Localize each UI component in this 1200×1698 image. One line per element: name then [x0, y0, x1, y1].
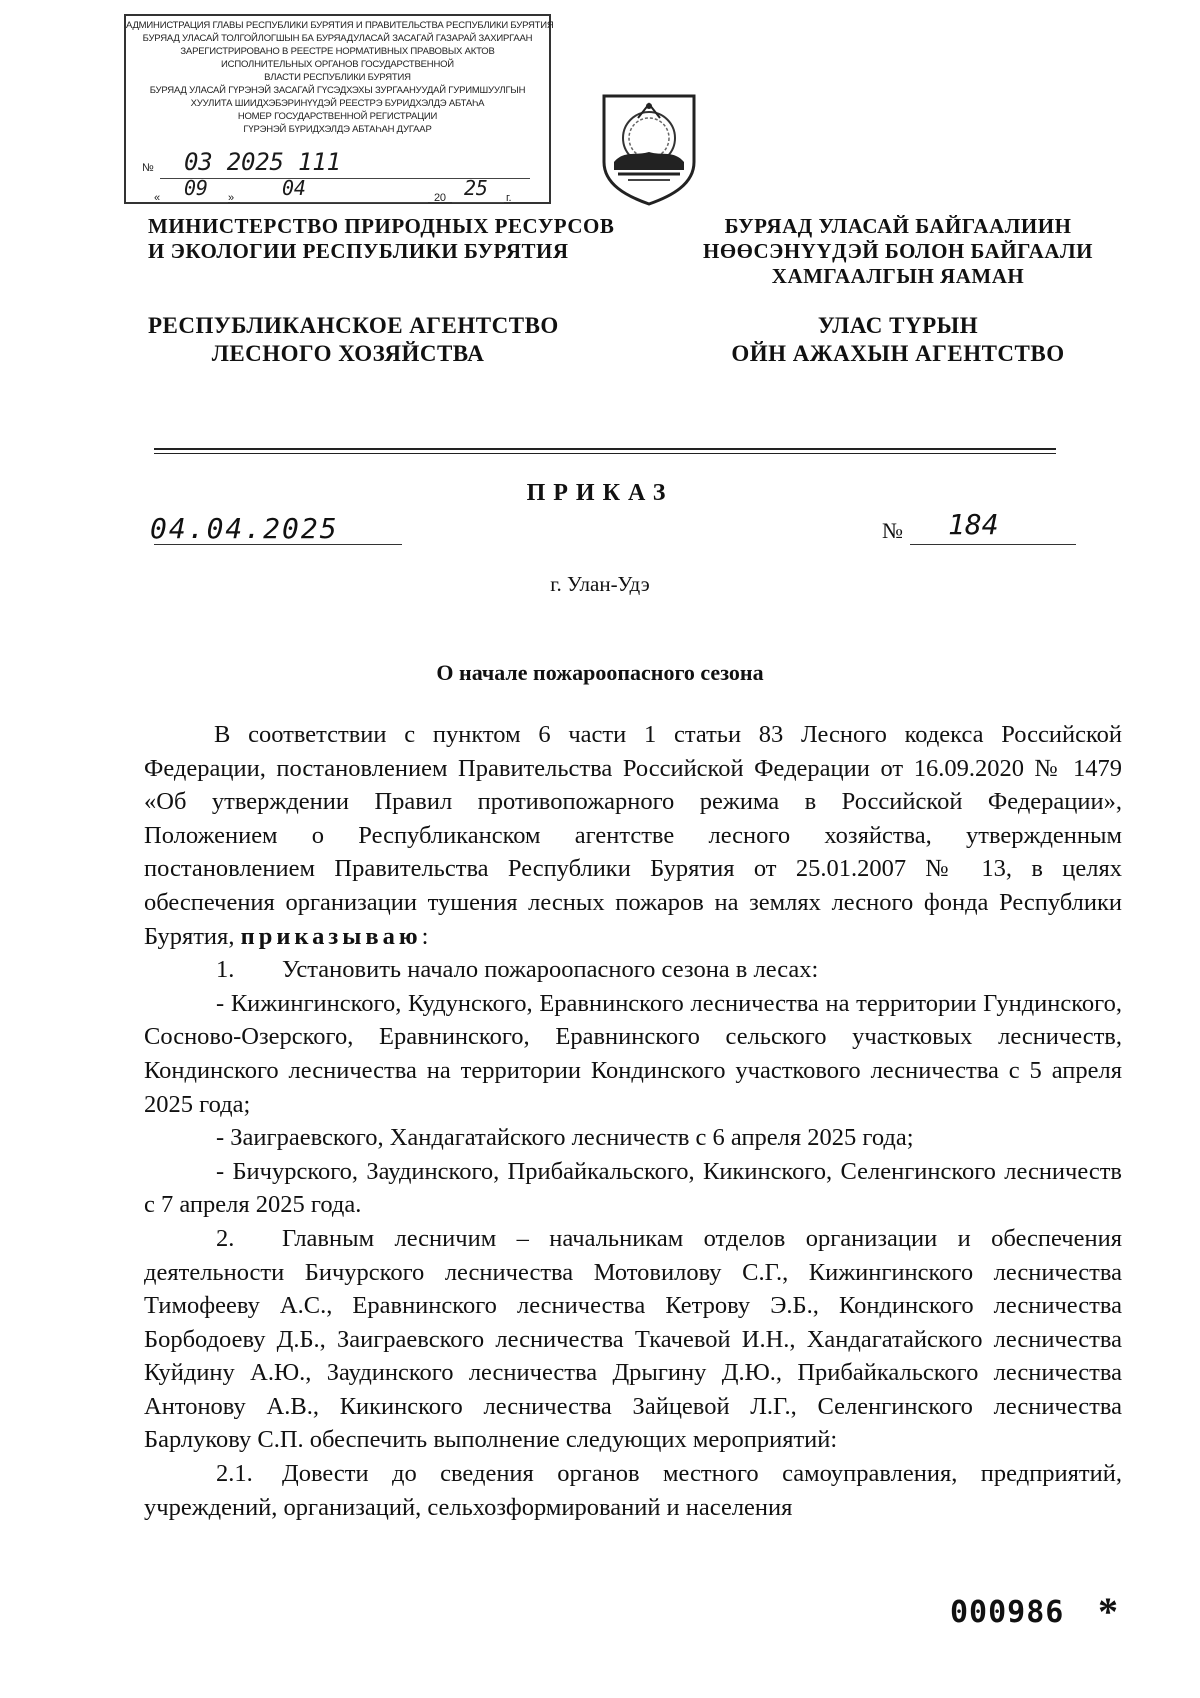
order-city: г. Улан-Удэ [550, 572, 650, 596]
stamp-line: БУРЯАД УЛАСАЙ ТОЛГОЙЛОГШЫН БА БУРЯАДУЛАСАЙ ЗАСАГАЙ ГАЗАРАЙ ЗАХИРГААН [142, 33, 533, 44]
order-title: ПРИКАЗ [526, 480, 674, 506]
stamp-divider [160, 202, 228, 203]
item-1-c: - Бичурского, Заудинского, Прибайкальского, Кикинского, Селенгинского лесничеств с 7 апреля 2025 года. [144, 1157, 1122, 1219]
stamp-line: ВЛАСТИ РЕСПУБЛИКИ БУРЯТИЯ [264, 72, 411, 83]
stamp-line: НОМЕР ГОСУДАРСТВЕННОЙ РЕГИСТРАЦИИ [237, 111, 438, 122]
header-line: НӨӨСЭНҮҮДЭЙ БОЛОН БАЙГААЛИ [703, 239, 1093, 263]
item-2-1 [144, 1457, 1122, 1524]
intro-text: В соответствии с пунктом 6 части 1 статьи 83 Лесного кодекса Российской Федерации, постановлением Правительства Российской Федерации от 16.09.2020 № 1479 «Об утверждении Правил противопожарного режима в Российской Федерации», Положением о Республиканском агентстве лесного хозяйства, утвержденным постановлением Правительства Республики Бурятия от 25.01.2007 № 13, в целях обеспечения организации тушения лесных пожаров на землях лесного фонда Республики Бурятия, [144, 721, 1122, 950]
stamp-line: ГҮРЭНЭЙ БҮРИДХЭЛДЭ АБТАҺАН ДУГААР [243, 124, 432, 135]
document-serial-number: 000986 [950, 1595, 1065, 1630]
item-number: 2. [216, 1224, 235, 1252]
stamp-divider [240, 202, 428, 203]
order-word: приказываю [240, 922, 422, 950]
registration-stamp [124, 14, 554, 204]
item-1-a: - Кижингинского, Кудунского, Еравнинского лесничества на территории Гундинского, Сосново-Озерского, Еравнинского, Еравнинского сельского участковых лесничеств, Кондинского лесничества на территории Кондинского участкового лесничества с 5 апреля 2025 года; [144, 989, 1122, 1118]
stamp-registration-number: 03 2025 111 [184, 148, 341, 176]
header-line: МИНИСТЕРСТВО ПРИРОДНЫХ РЕСУРСОВ [148, 214, 615, 238]
header-line: БУРЯАД УЛАСАЙ БАЙГААЛИИН [724, 214, 1072, 238]
header-line: ЛЕСНОГО ХОЗЯЙСТВА [211, 341, 485, 366]
ministry-name-bua [668, 214, 1128, 289]
item-number: 2.1. [216, 1460, 253, 1488]
order-word-colon: : [421, 922, 429, 950]
stamp-line: ХУУЛИТА ШИИДХЭБЭРИНҮҮДЭЙ РЕЕСТРЭ БУРИДХЭЛДЭ АБТАҺА [190, 98, 485, 109]
agency-name-ru [148, 312, 559, 368]
stamp-month: 04 [282, 176, 306, 200]
stamp-year: 25 [464, 176, 488, 200]
stamp-line: ИСПОЛНИТЕЛЬНЫХ ОРГАНОВ ГОСУДАРСТВЕННОЙ [221, 59, 454, 70]
intro-paragraph [144, 718, 1122, 953]
order-subject: О начале пожароопасного сезона [436, 660, 764, 685]
stamp-divider [452, 202, 504, 203]
stamp-line: АДМИНИСТРАЦИЯ ГЛАВЫ РЕСПУБЛИКИ БУРЯТИЯ И ПРАВИТЕЛЬСТВА РЕСПУБЛИКИ БУРЯТИЯ [126, 20, 554, 31]
item-text: Главным лесничим – начальникам отделов организации и обеспечения деятельности Бичурского лесничества Мотовилову С.Г., Кижингинского лесничества Тимофееву А.С., Еравнинского лесничества Кетрову Э.Б., Кондинского лесничества Борбодоеву Д.Б., Заиграевского лесничества Ткачевой И.Н., Хандагатайского лесничества Куйдину А.Ю., Заудинского лесничества Дрыгину Д.Ю., Прибайкальского лесничества Антонову А.В., Кикинского лесничества Зайцевой Л.Г., Селенгинского лесничества Барлукову С.П. обеспечить выполнение следующих мероприятий: [144, 1224, 1122, 1454]
header-line: РЕСПУБЛИКАНСКОЕ АГЕНТСТВО [148, 313, 559, 338]
item-2 [144, 1222, 1122, 1457]
agency-name-bua [688, 312, 1108, 368]
order-number: 184 [948, 508, 999, 541]
stamp-line: ЗАРЕГИСТРИРОВАНО В РЕЕСТРЕ НОРМАТИВНЫХ ПРАВОВЫХ АКТОВ [180, 46, 495, 57]
item-text: Установить начало пожароопасного сезона в лесах: [282, 956, 819, 984]
header-line: ХАМГААЛГЫН ЯАМАН [771, 264, 1025, 288]
order-body [144, 718, 1122, 1524]
stamp-year-suffix: г. [506, 192, 512, 204]
order-number-label: № [882, 518, 903, 543]
item-1-b: - Заиграевского, Хандагатайского лесничеств с 6 апреля 2025 года; [216, 1124, 914, 1152]
coat-of-arms-emblem [600, 92, 698, 206]
date-underline [154, 544, 402, 545]
header-line: УЛАС ТҮРЫН [817, 313, 979, 338]
ministry-name-ru [148, 214, 615, 264]
stamp-day: 09 [184, 176, 208, 200]
header-divider [154, 448, 1056, 450]
stamp-year-prefix: 20 [434, 192, 446, 204]
header-line: И ЭКОЛОГИИ РЕСПУБЛИКИ БУРЯТИЯ [148, 239, 569, 263]
item-text: Довести до сведения органов местного самоуправления, предприятий, учреждений, организаций, сельхозформирований и населения [144, 1460, 1122, 1521]
stamp-number-label: № [142, 162, 154, 174]
item-1 [144, 953, 1122, 987]
header-line: ОЙН АЖАХЫН АГЕНТСТВО [731, 341, 1065, 366]
stamp-registration-fields [136, 148, 536, 204]
number-underline [910, 544, 1076, 545]
header-divider [154, 453, 1056, 454]
item-number: 1. [216, 956, 235, 984]
asterisk-mark: * [1098, 1589, 1118, 1634]
order-date: 04.04.2025 [150, 512, 339, 545]
stamp-quote-mark: « [154, 192, 160, 204]
stamp-line: БУРЯАД УЛАСАЙ ГҮРЭНЭЙ ЗАСАГАЙ ГҮСЭДХЭХЫ ЗУРГААНУУДАЙ ГУРИМШУУЛГЫН [149, 85, 526, 96]
stamp-quote-mark: » [228, 192, 234, 204]
